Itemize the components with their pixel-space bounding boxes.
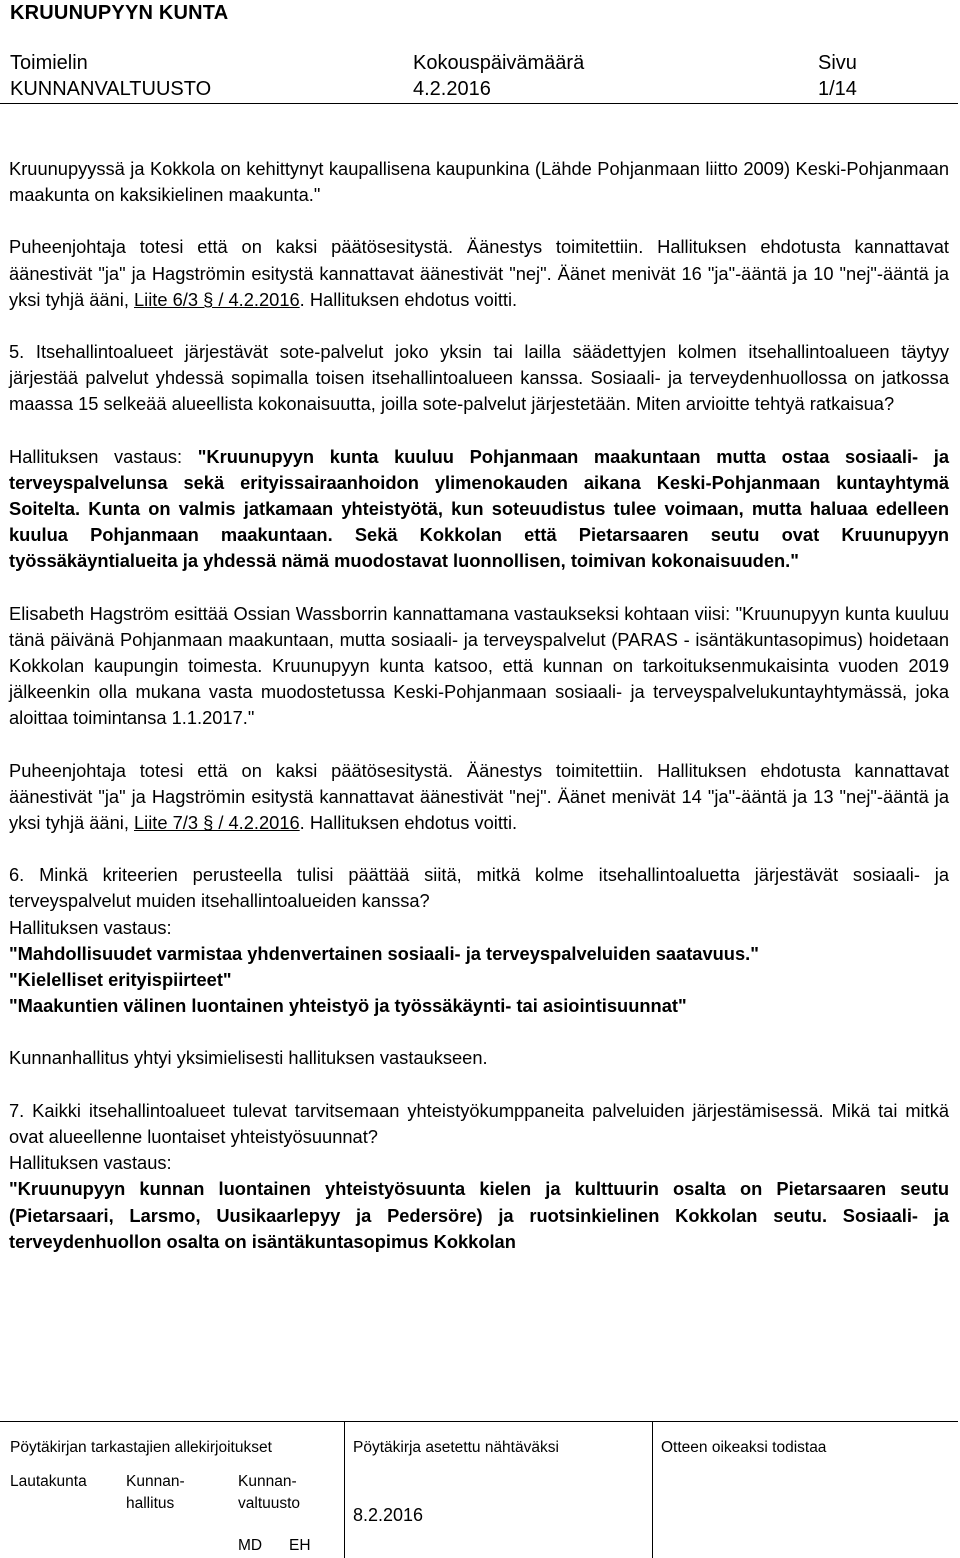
footer-divider — [0, 1421, 958, 1422]
footer-initials-2: EH — [289, 1537, 311, 1554]
body-value: KUNNANVALTUUSTO — [10, 78, 212, 100]
footer-column-divider-1 — [344, 1421, 345, 1558]
vote-text-2a: Puheenjohtaja totesi että on kaksi päätösesitystä. Äänestys toimitettiin. Hallituksen ehdotusta kannattavat äänestivät "ja" ja Hagströmin esitystä kannattavat äänestivät "nej". Äänet menivät 14 "ja"-ääntä ja 13 "nej"-ääntä ja yksi tyhjä ääni, — [9, 759, 949, 834]
footer-board-label-a: Kunnan- — [126, 1473, 185, 1490]
footer-column-divider-2 — [652, 1421, 653, 1558]
answer-6-line-1: "Mahdollisuudet varmistaa yhdenvertainen sosiaali- ja terveyspalveluiden saatavuus." — [9, 942, 759, 964]
vote-text-1b: . Hallituksen ehdotus voitti. — [299, 288, 518, 310]
attachment-link-7-3[interactable]: Liite 7/3 § / 4.2.2016 — [133, 812, 300, 834]
answer-5 — [9, 444, 949, 575]
answer-6-label: Hallituksen vastaus: — [9, 916, 172, 938]
footer-posted-date: 8.2.2016 — [353, 1505, 424, 1525]
paragraph-vote-result-1 — [9, 234, 949, 313]
paragraph-source-note: Kruunupyyssä ja Kokkola on kehittynyt kaupallisena kaupunkina (Lähde Pohjanmaan liitto 2009) Keski-Pohjanmaan maakunta on kaksikielinen maakunta." — [9, 158, 949, 206]
vote-text-2b: . Hallituksen ehdotus voitti. — [299, 812, 518, 834]
footer-board-label-b: hallitus — [126, 1495, 175, 1512]
paragraph-board-agreement: Kunnanhallitus yhtyi yksimielisesti hallituksen vastaukseen. — [9, 1047, 488, 1069]
date-value: 4.2.2016 — [413, 78, 491, 100]
footer-signatures-title: Pöytäkirjan tarkastajien allekirjoitukset — [10, 1439, 272, 1456]
footer-council-label-a: Kunnan- — [238, 1473, 297, 1490]
question-7: 7. Kaikki itsehallintoalueet tulevat tarvitsemaan yhteistyökumppaneita palveluiden järjestämisessä. Mikä tai mitkä ovat alueellenne luontaiset yhteistyösuunnat? — [9, 1099, 949, 1147]
minutes-body — [9, 156, 949, 1255]
answer-7-label: Hallituksen vastaus: — [9, 1152, 172, 1174]
paragraph-vote-result-2 — [9, 758, 949, 837]
answer-5-label: Hallituksen vastaus: — [9, 445, 198, 467]
page-label: Sivu — [818, 52, 857, 74]
vote-text-1a: Puheenjohtaja totesi että on kaksi päätösesitystä. Äänestys toimitettiin. Hallituksen ehdotusta kannattavat äänestivät "ja" ja Hagströmin esitystä kannattavat äänestivät "nej". Äänet menivät 16 "ja"-ääntä ja 10 "nej"-ääntä ja yksi tyhjä ääni, — [9, 236, 949, 310]
footer-posted-title: Pöytäkirja asetettu nähtäväksi — [353, 1439, 559, 1456]
question-6: 6. Minkä kriteerien perusteella tulisi päättää siitä, mitkä kolme itsehallintoaluetta järjestävät sosiaali- ja terveyspalvelut muiden itsehallintoalueiden kanssa? — [9, 864, 949, 912]
answer-5-text: "Kruunupyyn kunta kuuluu Pohjanmaan maakuntaan mutta ostaa sosiaali- ja terveyspalvelunsa sekä erityissairaanhoidon ylimenokauden aikana Keski-Pohjanmaan kuntayhtymä Soitelta. Kunta on valmis jatkamaan yhteistyötä, kun soteuudistus tulee voimaan, mutta haluaa edelleen kuulua Pohjanmaan maakuntaan. Sekä Kokkolan että Pietarsaaren seutu ovat Kruunupyyn työssäkäyntialueita ja yhdessä nämä muodostavat luonnollisen, toimivan kokonaisuuden." — [9, 445, 950, 572]
attachment-link-6-3[interactable]: Liite 6/3 § / 4.2.2016 — [133, 288, 300, 310]
answer-6-line-2: "Kielelliset erityispiirteet" — [9, 969, 232, 991]
answer-6-line-3: "Maakuntien välinen luontainen yhteistyö ja työssäkäynti- tai asiointisuunnat" — [9, 995, 687, 1017]
page-value: 1/14 — [818, 78, 857, 100]
date-label: Kokouspäivämäärä — [413, 52, 585, 74]
body-label: Toimielin — [10, 52, 88, 74]
paragraph-counter-proposal: Elisabeth Hagström esittää Ossian Wassborrin kannattamana vastaukseksi kohtaan viisi: "Kruunupyyn kunta kuuluu tänä päivänä Pohjanmaan maakuntaan, mutta sosiaali- ja terveyspalvelut (PARAS - isäntäkuntasopimus) hoidetaan Kokkolan kaupungin toimesta. Kruunupyyn kunta katsoo, että kunnan on tarkoituksenmukaisinta vuoden 2019 jälkeenkin olla mukana vasta muodostetussa Keski-Pohjanmaan sosiaali- ja terveyspalvelukuntayhtymässä, joka aloittaa toimintansa 1.1.2017." — [9, 602, 949, 729]
footer-council-label-b: valtuusto — [238, 1495, 301, 1512]
org-name: KRUUNUPYYN KUNTA — [10, 2, 229, 24]
footer-committee-label: Lautakunta — [10, 1473, 87, 1490]
answer-7-text: "Kruunupyyn kunnan luontainen yhteistyösuunta kielen ja kulttuurin osalta on Pietarsaaren seutu (Pietarsaari, Larsmo, Uusikaarlepyy ja Pedersöre) ja ruotsinkielinen Kokkolan seutu. Sosiaali- ja terveydenhuollon osalta on isäntäkuntasopimus Kokkolan — [9, 1178, 949, 1252]
footer-certified-title: Otteen oikeaksi todistaa — [661, 1439, 827, 1456]
question-5: 5. Itsehallintoalueet järjestävät sote-palvelut joko yksin tai lailla säädettyjen kolmen itsehallintoalueen täytyy järjestää palvelut yhdessä sopimalla toisen itsehallintoalueen kanssa. Sosiaali- ja terveydenhuollossa on jatkossa maassa 15 selkeää alueellista kokonaisuutta, joilla sote-palvelut järjestetään. Miten arvioitte tehtyä ratkaisua? — [9, 341, 949, 415]
footer-initials-1: MD — [238, 1537, 263, 1554]
header-divider — [0, 103, 958, 104]
